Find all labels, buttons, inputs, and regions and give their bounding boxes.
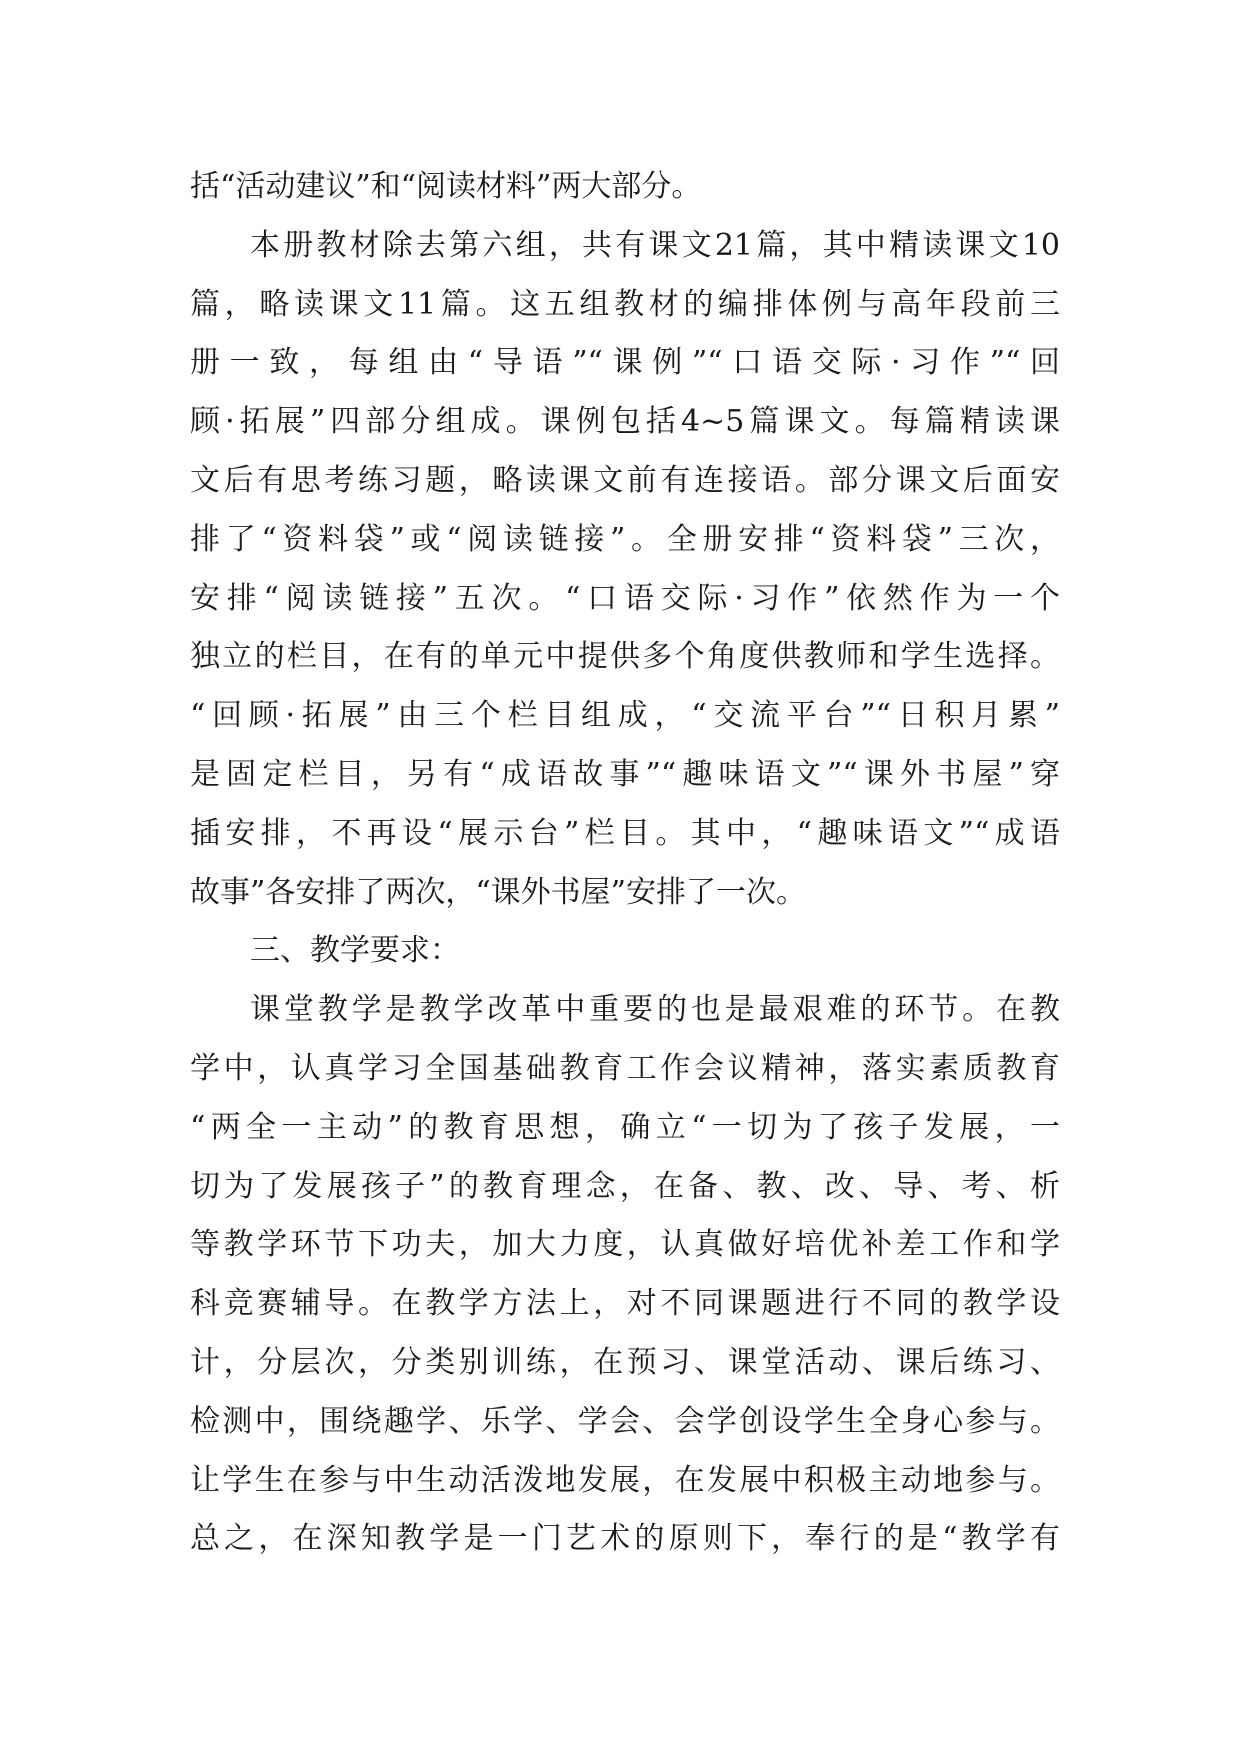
text-line: 顾·拓展”四部分组成。课例包括4~5篇课文。每篇精读课 [190,404,1060,440]
paragraph-first-line: 课堂教学是教学改革中重要的也是最艰难的环节。在教 [250,992,1060,1028]
text-line: 排了“资料袋”或“阅读链接”。全册安排“资料袋”三次， [190,521,1060,557]
text-line: 是固定栏目，另有“成语故事”“趣味语文”“课外书屋”穿 [190,756,1060,792]
text-line: 等教学环节下功夫，加大力度，认真做好培优补差工作和学 [190,1227,1060,1263]
text-line: “回顾·拓展”由三个栏目组成，“交流平台”“日积月累” [190,698,1060,734]
text-line: 学中，认真学习全国基础教育工作会议精神，落实素质教育 [190,1050,1060,1086]
text-line: 括“活动建议”和“阅读材料”两大部分。 [190,169,702,204]
text-line: “两全一主动”的教育思想，确立“一切为了孩子发展，一 [190,1109,1060,1145]
text-line: 篇，略读课文11篇。这五组教材的编排体例与高年段前三 [190,286,1060,322]
text-line: 计，分层次，分类别训练，在预习、课堂活动、课后练习、 [190,1344,1060,1380]
text-line: 文后有思考练习题，略读课文前有连接语。部分课文后面安 [190,462,1060,498]
text-line: 故事”各安排了两次，“课外书屋”安排了一次。 [190,874,807,910]
text-line: 独立的栏目，在有的单元中提供多个角度供教师和学生选择。 [190,639,1060,675]
section-heading: 三、教学要求： [250,933,460,969]
text-line: 插安排，不再设“展示台”栏目。其中，“趣味语文”“成语 [190,815,1060,851]
text-line: 切为了发展孩子”的教育理念，在备、教、改、导、考、析 [190,1168,1060,1204]
text-line: 安排“阅读链接”五次。“口语交际·习作”依然作为一个 [190,580,1060,616]
body-text [190,158,1060,1569]
text-line: 让学生在参与中生动活泼地发展，在发展中积极主动地参与。 [190,1462,1060,1498]
text-line: 科竞赛辅导。在教学方法上，对不同课题进行不同的教学设 [190,1286,1060,1322]
paragraph-first-line: 本册教材除去第六组，共有课文21篇，其中精读课文10 [250,227,1060,263]
text-line: 检测中，围绕趣学、乐学、学会、会学创设学生全身心参与。 [190,1403,1060,1439]
text-line: 总之，在深知教学是一门艺术的原则下，奉行的是“教学有 [190,1521,1060,1557]
text-line: 册一致，每组由“导语”“课例”“口语交际·习作”“回 [190,345,1060,381]
